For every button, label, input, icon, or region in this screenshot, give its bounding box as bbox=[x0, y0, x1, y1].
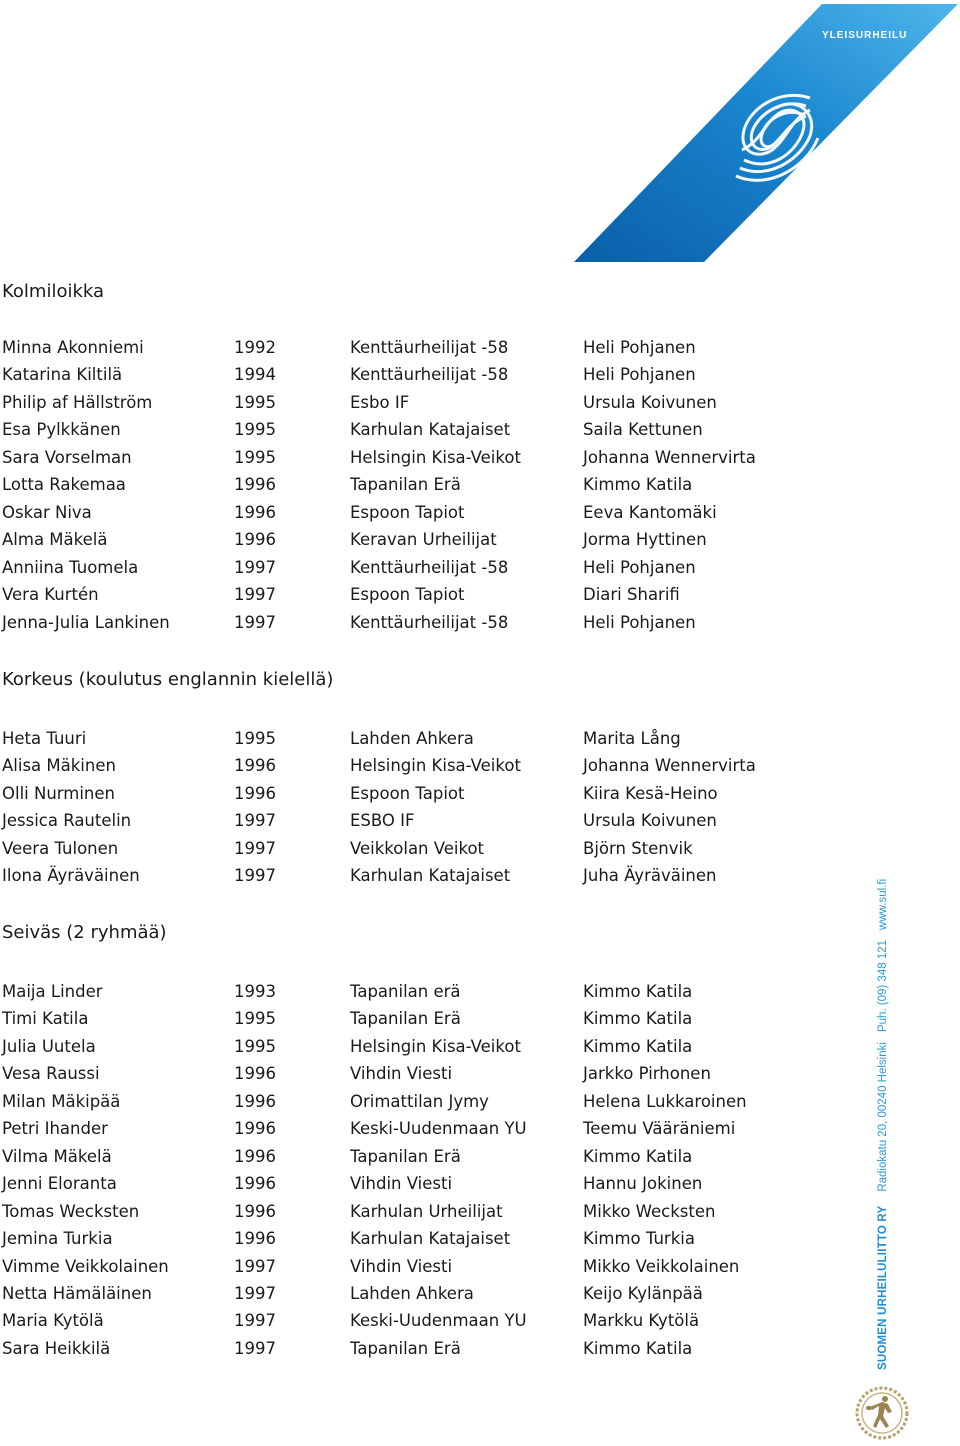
footer-vertical bbox=[876, 878, 894, 1370]
athlete-name: Maija Linder bbox=[2, 982, 103, 1001]
birth-year: 1995 bbox=[234, 420, 276, 440]
birth-year: 1996 bbox=[234, 1146, 276, 1166]
club-name: Espoon Tapiot bbox=[350, 783, 465, 803]
table-row bbox=[0, 1255, 860, 1279]
athlete-name: Vimme Veikkolainen bbox=[2, 1256, 169, 1276]
athlete-name: Vesa Raussi bbox=[2, 1064, 100, 1084]
club-name: Espoon Tapiot bbox=[350, 502, 465, 522]
athlete-name: Jenna-Julia Lankinen bbox=[2, 612, 170, 632]
table-row bbox=[0, 1172, 860, 1196]
birth-year: 1996 bbox=[234, 756, 276, 776]
coach-name: Kimmo Turkia bbox=[583, 1229, 695, 1249]
club-name: Tapanilan Erä bbox=[350, 1009, 461, 1029]
athlete-name: Maria Kytölä bbox=[2, 1311, 104, 1331]
athlete-name: Lotta Rakemaa bbox=[2, 475, 126, 495]
table-row bbox=[0, 864, 860, 888]
table-row bbox=[0, 782, 860, 806]
table-row bbox=[0, 809, 860, 833]
club-name: Esbo IF bbox=[350, 392, 410, 412]
club-name: Karhulan Katajaiset bbox=[350, 420, 511, 440]
table-row bbox=[0, 363, 860, 387]
coach-name: Johanna Wennervirta bbox=[583, 447, 756, 467]
footer-address: Radiokatu 20, 00240 Helsinki bbox=[877, 1042, 889, 1192]
club-name: Vihdin Viesti bbox=[350, 1256, 453, 1276]
athlete-name: Katarina Kiltilä bbox=[2, 365, 123, 385]
birth-year: 1996 bbox=[234, 1119, 276, 1139]
club-name: ESBO IF bbox=[350, 811, 415, 831]
coach-name: Johanna Wennervirta bbox=[583, 756, 756, 776]
athlete-name: Vera Kurtén bbox=[2, 585, 99, 605]
birth-year: 1995 bbox=[234, 447, 276, 467]
coach-name: Jorma Hyttinen bbox=[583, 530, 707, 550]
table-row bbox=[0, 501, 860, 525]
athlete-name: Vilma Mäkelä bbox=[2, 1146, 112, 1166]
coach-name: Jarkko Pirhonen bbox=[583, 1064, 711, 1084]
club-name: Lahden Ahkera bbox=[350, 1283, 474, 1303]
club-name: Helsingin Kisa-Veikot bbox=[350, 1036, 521, 1056]
athlete-name: Petri Ihander bbox=[2, 1119, 108, 1139]
table-row bbox=[0, 611, 860, 635]
coach-name: Kimmo Katila bbox=[583, 1009, 693, 1029]
discus-thrower-emblem-icon bbox=[852, 1384, 912, 1442]
table-row bbox=[0, 473, 860, 497]
birth-year: 1996 bbox=[234, 783, 276, 803]
birth-year: 1996 bbox=[234, 1229, 276, 1249]
footer-phone: Puh. (09) 348 121 bbox=[877, 939, 889, 1033]
club-name: Vihdin Viesti bbox=[350, 1174, 453, 1194]
club-name: Orimattilan Jymy bbox=[350, 1091, 489, 1111]
table-row bbox=[0, 528, 860, 552]
coach-name: Diari Sharifi bbox=[583, 585, 680, 605]
coach-name: Kimmo Katila bbox=[583, 1338, 693, 1358]
birth-year: 1997 bbox=[234, 1256, 276, 1276]
athlete-name: Sara Heikkilä bbox=[2, 1338, 111, 1358]
athlete-name: Jessica Rautelin bbox=[2, 811, 132, 831]
table-row bbox=[0, 980, 860, 1004]
athlete-name: Veera Tulonen bbox=[2, 838, 119, 858]
birth-year: 1996 bbox=[234, 1174, 276, 1194]
athlete-name: Timi Katila bbox=[2, 1009, 89, 1029]
table-row bbox=[0, 1337, 860, 1361]
athlete-name: Jenni Eloranta bbox=[2, 1174, 117, 1194]
club-name: Kenttäurheilijat -58 bbox=[350, 557, 509, 577]
coach-name: Heli Pohjanen bbox=[583, 612, 696, 632]
birth-year: 1996 bbox=[234, 1064, 276, 1084]
section-title-seivas: Seiväs (2 ryhmää) bbox=[2, 922, 167, 943]
birth-year: 1997 bbox=[234, 612, 276, 632]
sul-s-track-logo-icon bbox=[574, 0, 960, 262]
yleisurheilu-logo bbox=[574, 0, 960, 262]
club-name: Helsingin Kisa-Veikot bbox=[350, 756, 521, 776]
coach-name: Ursula Koivunen bbox=[583, 811, 717, 831]
athlete-name: Julia Uutela bbox=[2, 1036, 96, 1056]
footer-web: www.sul.fi bbox=[877, 878, 889, 930]
club-name: Kenttäurheilijat -58 bbox=[350, 338, 509, 357]
section-title-kolmiloikka: Kolmiloikka bbox=[2, 281, 105, 302]
birth-year: 1997 bbox=[234, 1311, 276, 1331]
coach-name: Hannu Jokinen bbox=[583, 1174, 703, 1194]
table-row bbox=[0, 1145, 860, 1169]
birth-year: 1992 bbox=[234, 338, 276, 357]
athlete-name: Netta Hämäläinen bbox=[2, 1283, 152, 1303]
footer-org: SUOMEN URHEILULIITTO RY bbox=[877, 1205, 889, 1370]
coach-name: Saila Kettunen bbox=[583, 420, 703, 440]
club-name: Tapanilan erä bbox=[350, 982, 461, 1001]
table-row bbox=[0, 556, 860, 580]
birth-year: 1995 bbox=[234, 392, 276, 412]
birth-year: 1997 bbox=[234, 557, 276, 577]
coach-name: Heli Pohjanen bbox=[583, 365, 696, 385]
coach-name: Heli Pohjanen bbox=[583, 338, 696, 357]
birth-year: 1996 bbox=[234, 502, 276, 522]
coach-name: Kimmo Katila bbox=[583, 1146, 693, 1166]
club-name: Tapanilan Erä bbox=[350, 475, 461, 495]
club-name: Helsingin Kisa-Veikot bbox=[350, 447, 521, 467]
birth-year: 1995 bbox=[234, 1036, 276, 1056]
athlete-name: Sara Vorselman bbox=[2, 447, 132, 467]
club-name: Vihdin Viesti bbox=[350, 1064, 453, 1084]
logo-wordmark: YLEISURHEILU bbox=[822, 30, 908, 41]
birth-year: 1997 bbox=[234, 1338, 276, 1358]
birth-year: 1996 bbox=[234, 1091, 276, 1111]
section-title-korkeus: Korkeus (koulutus englannin kielellä) bbox=[2, 669, 334, 690]
table-row bbox=[0, 1007, 860, 1031]
table-row bbox=[0, 1062, 860, 1086]
table-row bbox=[0, 1309, 860, 1333]
birth-year: 1993 bbox=[234, 982, 276, 1001]
coach-name: Helena Lukkaroinen bbox=[583, 1091, 747, 1111]
birth-year: 1995 bbox=[234, 729, 276, 748]
club-name: Tapanilan Erä bbox=[350, 1338, 461, 1358]
coach-name: Ursula Koivunen bbox=[583, 392, 717, 412]
club-name: Lahden Ahkera bbox=[350, 729, 474, 748]
table-row bbox=[0, 1282, 860, 1306]
coach-name: Kimmo Katila bbox=[583, 982, 693, 1001]
table-row bbox=[0, 418, 860, 442]
coach-name: Mikko Veikkolainen bbox=[583, 1256, 740, 1276]
table-row bbox=[0, 1090, 860, 1114]
athlete-name: Philip af Hällström bbox=[2, 392, 153, 412]
coach-name: Heli Pohjanen bbox=[583, 557, 696, 577]
club-name: Keravan Urheilijat bbox=[350, 530, 497, 550]
athlete-name: Minna Akonniemi bbox=[2, 338, 144, 357]
club-name: Espoon Tapiot bbox=[350, 585, 465, 605]
athlete-name: Heta Tuuri bbox=[2, 729, 87, 748]
club-name: Keski-Uudenmaan YU bbox=[350, 1119, 527, 1139]
coach-name: Juha Äyräväinen bbox=[583, 866, 717, 886]
coach-name: Björn Stenvik bbox=[583, 838, 693, 858]
coach-name: Marita Lång bbox=[583, 729, 681, 748]
club-name: Tapanilan Erä bbox=[350, 1146, 461, 1166]
coach-name: Teemu Vääräniemi bbox=[583, 1119, 736, 1139]
birth-year: 1996 bbox=[234, 530, 276, 550]
club-name: Keski-Uudenmaan YU bbox=[350, 1311, 527, 1331]
athlete-name: Olli Nurminen bbox=[2, 783, 116, 803]
athlete-name: Alma Mäkelä bbox=[2, 530, 108, 550]
athlete-name: Anniina Tuomela bbox=[2, 557, 139, 577]
birth-year: 1994 bbox=[234, 365, 276, 385]
club-name: Kenttäurheilijat -58 bbox=[350, 365, 509, 385]
athlete-name: Tomas Wecksten bbox=[2, 1201, 140, 1221]
club-name: Karhulan Urheilijat bbox=[350, 1201, 503, 1221]
table-row bbox=[0, 727, 860, 751]
club-name: Karhulan Katajaiset bbox=[350, 866, 511, 886]
athlete-name: Milan Mäkipää bbox=[2, 1091, 121, 1111]
coach-name: Markku Kytölä bbox=[583, 1311, 700, 1331]
birth-year: 1995 bbox=[234, 1009, 276, 1029]
coach-name: Eeva Kantomäki bbox=[583, 502, 717, 522]
coach-name: Kiira Kesä-Heino bbox=[583, 783, 718, 803]
athlete-name: Esa Pylkkänen bbox=[2, 420, 121, 440]
table-row bbox=[0, 391, 860, 415]
table-row bbox=[0, 1227, 860, 1251]
coach-name: Mikko Wecksten bbox=[583, 1201, 716, 1221]
table-row bbox=[0, 336, 860, 360]
birth-year: 1997 bbox=[234, 585, 276, 605]
athlete-name: Alisa Mäkinen bbox=[2, 756, 116, 776]
athlete-name: Jemina Turkia bbox=[2, 1229, 113, 1249]
club-name: Karhulan Katajaiset bbox=[350, 1229, 511, 1249]
birth-year: 1997 bbox=[234, 1283, 276, 1303]
table-row bbox=[0, 583, 860, 607]
athlete-name: Oskar Niva bbox=[2, 502, 92, 522]
birth-year: 1996 bbox=[234, 1201, 276, 1221]
coach-name: Keijo Kylänpää bbox=[583, 1283, 703, 1303]
birth-year: 1997 bbox=[234, 866, 276, 886]
birth-year: 1997 bbox=[234, 811, 276, 831]
athlete-name: Ilona Äyräväinen bbox=[2, 866, 140, 886]
coach-name: Kimmo Katila bbox=[583, 475, 693, 495]
table-row bbox=[0, 754, 860, 778]
table-row bbox=[0, 446, 860, 470]
table-row bbox=[0, 1200, 860, 1224]
table-row bbox=[0, 1117, 860, 1141]
club-name: Veikkolan Veikot bbox=[350, 838, 485, 858]
coach-name: Kimmo Katila bbox=[583, 1036, 693, 1056]
birth-year: 1996 bbox=[234, 475, 276, 495]
table-row bbox=[0, 1035, 860, 1059]
table-row bbox=[0, 837, 860, 861]
club-name: Kenttäurheilijat -58 bbox=[350, 612, 509, 632]
birth-year: 1997 bbox=[234, 838, 276, 858]
